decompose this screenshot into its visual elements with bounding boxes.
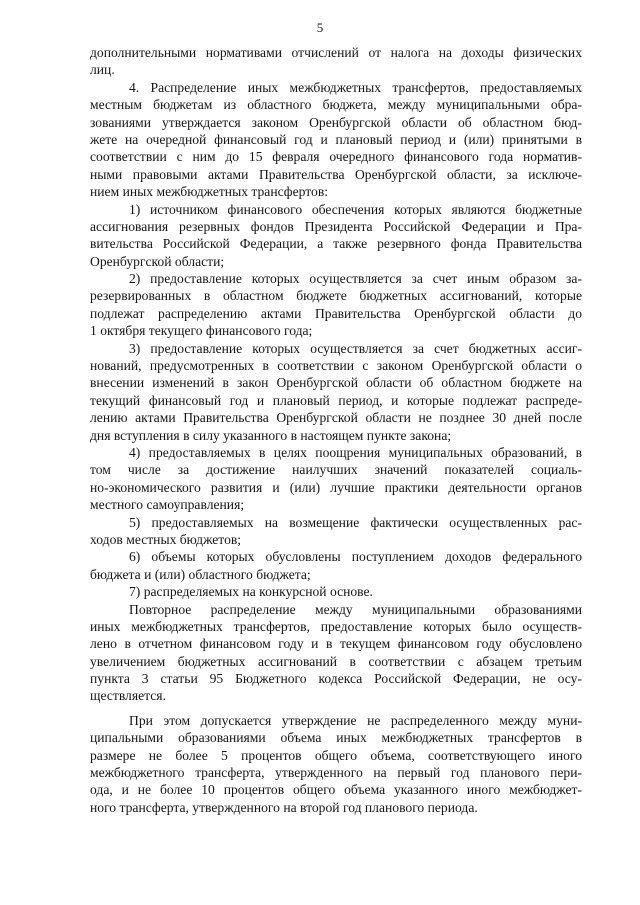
text-line: но-экономического развития и (или) лучшие практики деятельности органов — [90, 479, 582, 495]
text-line: 4) предоставляемых в целях поощрения муниципальных образований, в — [129, 444, 582, 460]
text-line: иных межбюджетных трансфертов, предоставление которых было осуществ- — [90, 618, 582, 634]
text-line: нием иных межбюджетных трансфертов: — [90, 184, 329, 200]
text-line: 3) предоставление которых осуществляется за счет бюджетных ассиг- — [129, 340, 582, 356]
text-line: жете на очередной финансовый год и плановый период и (или) принятыми в — [90, 131, 582, 147]
document-body — [90, 44, 582, 816]
text-line: текущий финансовый год и плановый период, и которые подлежат распреде- — [90, 392, 582, 408]
text-line: 7) распределяемых на конкурсной основе. — [129, 584, 373, 600]
text-line: дополнительными нормативами отчислений от налога на доходы физических — [90, 45, 582, 60]
text-line: лено в отчетном финансовом году и в текущем финансовом году обусловлено — [90, 636, 582, 652]
text-line: нований, предусмотренных в соответствии с законом Оренбургской области о — [90, 358, 582, 374]
text-line: 4. Распределение иных межбюджетных трансфертов, предоставляемых — [129, 79, 582, 95]
text-line: ода, и не более 10 процентов общего объема указанного иного межбюджет- — [90, 782, 582, 798]
text-line: подлежат распределению актами Правительства Оренбургской области до — [90, 305, 582, 321]
text-line: дня вступления в силу указанного в настоящем пункте закона; — [90, 427, 452, 443]
text-line: 1) источником финансового обеспечения которых являются бюджетные — [129, 201, 582, 217]
page-number: 5 — [316, 20, 324, 35]
text-line: вительства Российской Федерации, а также резервного фонда Правительства — [90, 236, 582, 252]
text-line: местным бюджетам из областного бюджета, между муниципальными обра- — [90, 97, 582, 113]
text-line: увеличением бюджетных ассигнований в соответствии с абзацем третьим — [90, 653, 582, 669]
text-line: местного самоуправления; — [90, 497, 245, 513]
text-line: Повторное распределение между муниципальными образованиями — [129, 601, 582, 617]
text-line: ными правовыми актами Правительства Оренбургской области, за исключе- — [90, 166, 582, 182]
text-line: ципальными образованиями объема иных межбюджетных трансфертов в — [90, 730, 582, 746]
text-line: бюджета и (или) областного бюджета; — [90, 566, 311, 582]
text-line: 5) предоставляемых на возмещение фактически осуществленных рас- — [129, 514, 582, 530]
text-line: 2) предоставление которых осуществляется за счет иным образом за- — [129, 271, 582, 287]
text-line: соответствии с ним до 15 февраля очередного финансового года норматив- — [90, 149, 582, 165]
text-line: лиц. — [90, 62, 115, 78]
text-line: Оренбургской области; — [90, 253, 225, 269]
text-line: ществляется. — [90, 688, 166, 704]
text-line: ходов местных бюджетов; — [90, 531, 242, 547]
text-line: межбюджетного трансферта, утвержденного на первый год планового пери- — [90, 765, 582, 781]
text-line: том числе за достижение наилучших значений показателей социаль- — [90, 462, 582, 478]
text-line: зованиями утверждается законом Оренбургской области об областном бюд- — [90, 114, 582, 130]
text-line: ного трансферта, утвержденного на второй год планового периода. — [90, 799, 478, 815]
text-line: ассигнования резервных фондов Президента Российской Федерации и Пра- — [90, 218, 582, 234]
text-line: пункта 3 статьи 95 Бюджетного кодекса Российской Федерации, не осу- — [90, 671, 582, 687]
text-line: 1 октября текущего финансового года; — [90, 323, 313, 339]
text-line: лению актами Правительства Оренбургской области не позднее 30 дней после — [90, 410, 582, 426]
text-line: 6) объемы которых обусловлены поступлением доходов федерального — [129, 549, 582, 565]
text-line: внесении изменений в закон Оренбургской области об областном бюджете на — [90, 375, 582, 391]
text-line: резервированных в областном бюджете бюджетных ассигнований, которые — [90, 288, 582, 304]
text-line: размере не более 5 процентов общего объема, соответствующего иного — [90, 747, 582, 763]
text-line: При этом допускается утверждение не распределенного между муни- — [129, 712, 582, 728]
